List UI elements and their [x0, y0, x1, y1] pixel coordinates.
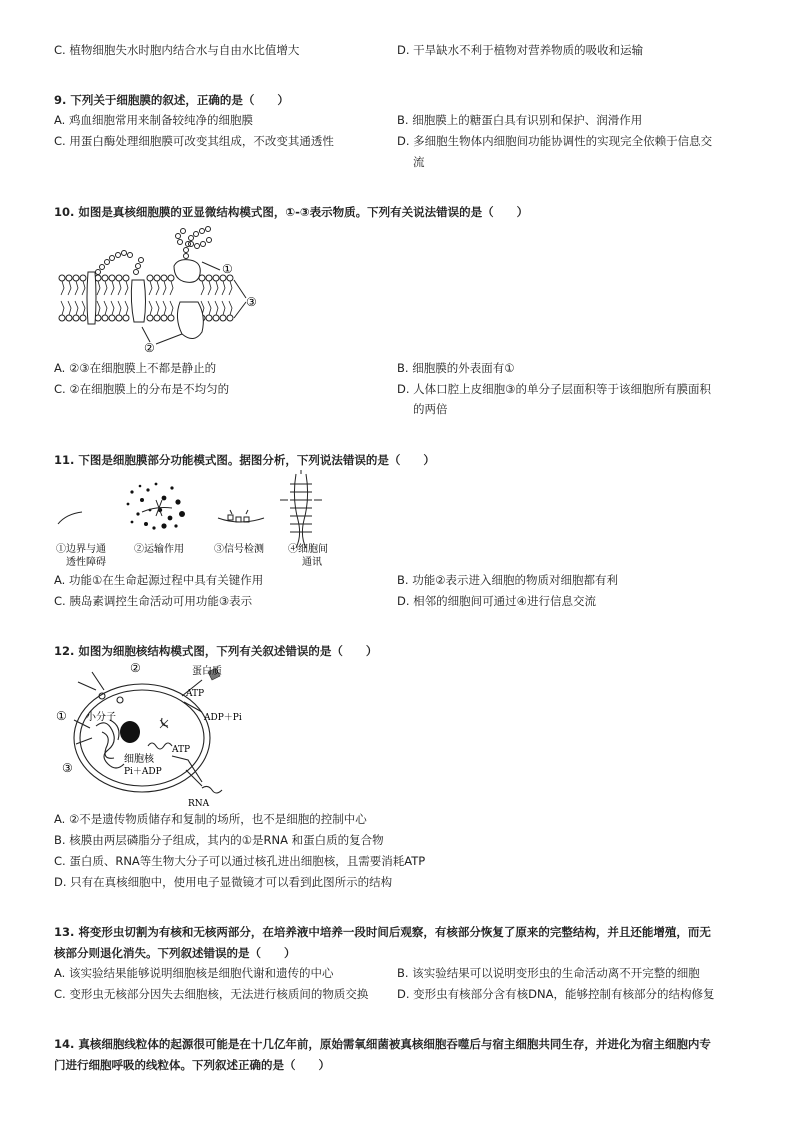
q14-stem-cont: 门进行细胞呼吸的线粒体。下列叙述正确的是（ ）	[54, 1058, 330, 1072]
q11-option-d: D. 相邻的细胞间可通过④进行信息交流	[397, 594, 596, 608]
atp-label-2: ATP	[172, 745, 191, 755]
caption-1b: 透性障碍	[66, 557, 106, 568]
pi-adp-label: Pi＋ADP	[124, 767, 162, 777]
q9-option-b: B. 细胞膜上的糖蛋白具有识别和保护、润滑作用	[397, 113, 643, 127]
q9-option-d: D. 多细胞生物体内细胞间功能协调性的实现完全依赖于信息交	[397, 134, 713, 148]
q13-option-a: A. 该实验结果能够说明细胞核是细胞代谢和遗传的中心	[54, 966, 334, 980]
q13-option-d: D. 变形虫有核部分含有核DNA，能够控制有核部分的结构修复	[397, 987, 715, 1001]
small-molecule-label: 小分子	[86, 712, 116, 723]
q14-stem: 14. 真核细胞线粒体的起源很可能是在十几亿年前，原始需氧细菌被真核细胞吞噬后与宿主细胞共同生存，并进化为宿主细胞内专	[54, 1037, 711, 1051]
chromatin	[96, 720, 124, 768]
q10-option-d: D. 人体口腔上皮细胞③的单分子层面积等于该细胞所有膜面积	[397, 382, 711, 396]
protein-embedded	[177, 302, 203, 339]
q9-stem: 9. 下列关于细胞膜的叙述，正确的是（ ）	[54, 93, 289, 107]
protein-transmembrane	[131, 280, 145, 322]
q13-stem: 13. 将变形虫切割为有核和无核两部分，在培养液中培养一段时间后观察，有核部分恢复了原来的完整结构，并且还能增殖，而无	[54, 925, 711, 939]
q10-option-a: A. ②③在细胞膜上不都是静止的	[54, 361, 217, 375]
q10-option-b: B. 细胞膜的外表面有①	[397, 361, 515, 375]
q8-option-c: C. 植物细胞失水时胞内结合水与自由水比值增大	[54, 43, 300, 57]
q12-stem: 12. 如图为细胞核结构模式图，下列有关叙述错误的是（ ）	[54, 644, 378, 658]
fig-label-3: ③	[62, 761, 73, 775]
nucleus-label: 细胞核	[124, 754, 154, 765]
atp-label-1: ATP	[186, 689, 205, 699]
q8-option-d: D. 干旱缺水不利于植物对营养物质的吸收和运输	[397, 43, 644, 57]
q9-option-a: A. 鸡血细胞常用来制备较纯净的细胞膜	[54, 113, 253, 127]
q11-option-a: A. 功能①在生命起源过程中具有关键作用	[54, 573, 264, 587]
q12-option-d: D. 只有在真核细胞中，使用电子显微镜才可以看到此图所示的结构	[54, 875, 393, 889]
label-3: ③	[246, 295, 257, 309]
label-1: ①	[222, 262, 233, 276]
nucleus-figure	[52, 660, 262, 810]
adp-pi-label: ADP＋Pi	[204, 713, 242, 723]
fig-label-2: ②	[130, 661, 141, 675]
q12-option-a: A. ②不是遗传物质储存和复制的场所，也不是细胞的控制中心	[54, 812, 367, 826]
protein-peripheral-top	[174, 260, 200, 283]
communication-membranes	[280, 470, 322, 548]
caption-3: ③信号检测	[214, 544, 264, 555]
q13-stem-cont: 核部分则退化消失。下列叙述错误的是（ ）	[54, 946, 296, 960]
q11-stem: 11. 下图是细胞膜部分功能模式图。据图分析，下列说法错误的是（ ）	[54, 453, 435, 467]
fig-label-1: ①	[56, 709, 67, 723]
phospholipid-heads-top	[59, 275, 233, 281]
q13-option-b: B. 该实验结果可以说明变形虫的生命活动离不开完整的细胞	[397, 966, 700, 980]
q12-option-c: C. 蛋白质、RNA等生物大分子可以通过核孔进出细胞核，且需要消耗ATP	[54, 854, 426, 868]
q10-option-c: C. ②在细胞膜上的分布是不均匀的	[54, 382, 230, 396]
cell-membrane-figure	[52, 222, 272, 358]
boundary-curve	[58, 512, 82, 524]
q9-option-c: C. 用蛋白酶处理细胞膜可改变其组成，不改变其通透性	[54, 134, 334, 148]
q11-option-b: B. 功能②表示进入细胞的物质对细胞都有利	[397, 573, 619, 587]
membrane-function-figure	[52, 470, 382, 570]
q13-option-c: C. 变形虫无核部分因失去细胞核，无法进行核质间的物质交换	[54, 987, 369, 1001]
q12-option-b: B. 核膜由两层磷脂分子组成，其内的①是RNA 和蛋白质的复合物	[54, 833, 384, 847]
q9-option-d-cont: 流	[413, 155, 425, 169]
q10-stem: 10. 如图是真核细胞膜的亚显微结构模式图，①-③表示物质。下列有关说法错误的是（ ）	[54, 205, 529, 219]
transport-dots	[127, 483, 185, 530]
protein-channel	[87, 272, 96, 324]
protein-label: 蛋白质	[192, 666, 222, 677]
caption-2: ②运输作用	[134, 544, 184, 555]
q10-option-d-cont: 的两倍	[413, 402, 448, 416]
caption-4a: ④细胞间	[288, 544, 328, 555]
caption-1a: ①边界与通	[56, 544, 106, 555]
q11-option-c: C. 胰岛素调控生命活动可用功能③表示	[54, 594, 253, 608]
phospholipid-heads-bottom	[59, 315, 233, 321]
caption-4b: 通讯	[302, 557, 322, 568]
rna-label: RNA	[188, 799, 210, 809]
nucleolus	[120, 721, 140, 743]
label-2: ②	[144, 341, 155, 355]
